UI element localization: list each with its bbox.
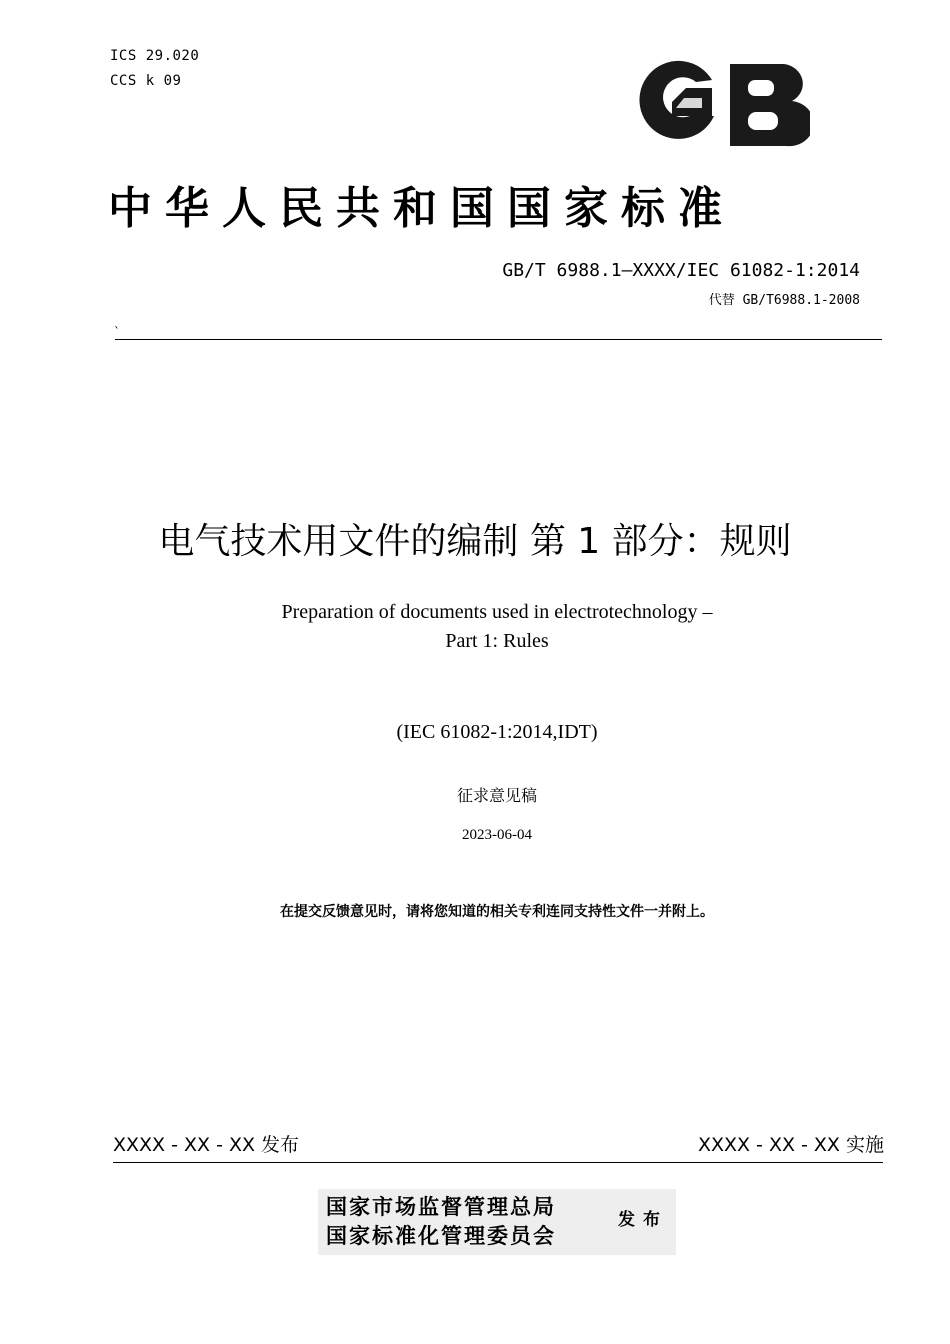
draft-status: 征求意见稿 (456, 786, 537, 805)
document-title-chinese: 电气技术用文件的编制 第 1 部分：规则 (158, 521, 792, 562)
gb-logo-b-letter (730, 64, 810, 146)
patent-note: 在提交反馈意见时，请将您知道的相关专利连同支持性文件一并附上。 (280, 904, 714, 920)
standard-number: GB/T 6988.1—XXXX/IEC 61082-1:2014 (502, 260, 860, 281)
implementation-date: XXXX - XX - XX 实施 (697, 1134, 884, 1156)
gb-logo-g-letter (639, 61, 714, 139)
stray-mark: ` (114, 325, 120, 339)
replaces-standard: 代替 GB/T6988.1-2008 (708, 293, 860, 308)
publish-label: 发布 (618, 1210, 668, 1230)
publisher-line2: 国家标准化管理委员会 (326, 1223, 556, 1248)
ccs-code: CCS k 09 (110, 73, 182, 89)
document-title-english-line1: Preparation of documents used in electrotechnology – (281, 601, 713, 623)
draft-date: 2023-06-04 (462, 827, 532, 843)
footer-divider (113, 1162, 883, 1163)
header-divider (115, 339, 882, 340)
issue-date: XXXX - XX - XX 发布 (113, 1134, 300, 1156)
gb-logo (626, 58, 810, 150)
publisher-line1: 国家市场监督管理总局 (326, 1194, 556, 1219)
ics-code: ICS 29.020 (110, 48, 200, 64)
national-standard-title: 中华人民共和国国家标准 (108, 183, 735, 234)
iec-reference: (IEC 61082-1:2014,IDT) (396, 721, 598, 743)
document-title-english-line2: Part 1: Rules (445, 630, 549, 652)
